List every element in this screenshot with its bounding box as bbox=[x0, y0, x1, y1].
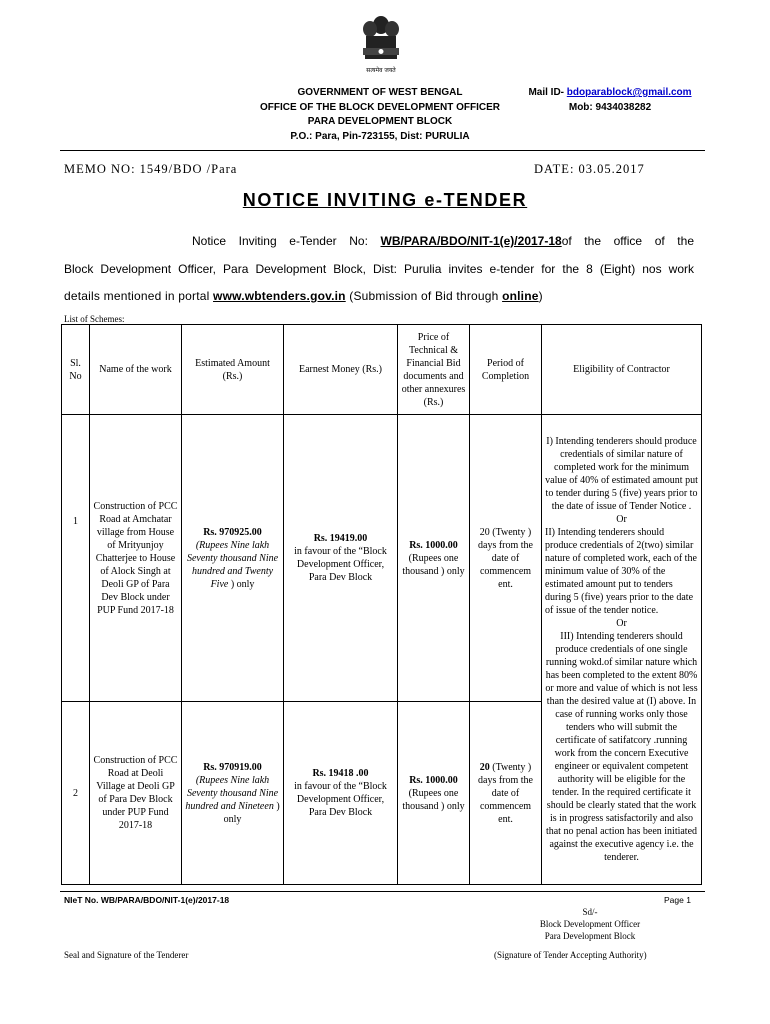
intro-line-1: Notice Inviting e-Tender No: WB/PARA/BDO/NIT-1(e)/2017-18of the office of the bbox=[192, 234, 694, 248]
cell-period: 20 (Twenty ) days from the date of commencem ent. bbox=[470, 415, 542, 702]
page-title: NOTICE INVITING e-TENDER bbox=[242, 190, 528, 210]
col-header-period: Period of Completion bbox=[470, 325, 542, 415]
cell-earnest: Rs. 19419.00 in favour of the “Block Development Officer, Para Dev Block bbox=[284, 415, 398, 702]
page-number: Page 1 bbox=[664, 895, 691, 905]
header-line-2: OFFICE OF THE BLOCK DEVELOPMENT OFFICER bbox=[260, 101, 500, 113]
cell-period: 20 (Twenty ) days from the date of commencem ent. bbox=[470, 702, 542, 885]
portal-link[interactable]: www.wbtenders.gov.in bbox=[213, 289, 346, 303]
emblem-motto: सत्यमेव जयते bbox=[366, 67, 396, 74]
intro-line-3: details mentioned in portal www.wbtenders.gov.in (Submission of Bid through online) bbox=[64, 289, 543, 303]
sign-line-2: Block Development Officer bbox=[539, 919, 641, 929]
cell-sl: 2 bbox=[62, 702, 90, 885]
col-header-earnest: Earnest Money (Rs.) bbox=[284, 325, 398, 415]
table-header-row bbox=[62, 325, 702, 415]
mobile-number: Mob: 9434038282 bbox=[568, 101, 652, 113]
header-line-1: GOVERNMENT OF WEST BENGAL bbox=[297, 87, 463, 98]
col-header-eligibility: Eligibility of Contractor bbox=[542, 325, 702, 415]
header-line-4: P.O.: Para, Pin-723155, Dist: PURULIA bbox=[290, 130, 470, 142]
cell-estimate: Rs. 970919.00 (Rupees Nine lakh Seventy thousand Nine hundred and Nineteen ) only bbox=[182, 702, 284, 885]
eligibility-clause-3: III) Intending tenderers should produce credentials of one single running wokd.of similar nature which has been completed to the extent 80% or more and value of which is not less than the desired value at (I) above. In case of running works only those tenders who will submit the certificate of satifatcory .running work from the concern Executive engineer or equivalent competent authority will be eligible for the tender. In the required certificate it should be clearly stated that the work is in progress satisfactorily and also that no penal action has been initiated against the executive agency i.e. the tenderer. bbox=[545, 631, 698, 863]
memo-date: DATE: 03.05.2017 bbox=[534, 162, 645, 176]
eligibility-clause-1: I) Intending tenderers should produce credentials of similar nature of completed work for the minimum value of 40% of estimated amount put to tender during 5 (five) years prior to the date of issue of Tender Notice . bbox=[545, 436, 698, 512]
footer-divider bbox=[60, 891, 705, 892]
header-divider bbox=[60, 150, 705, 151]
cell-price: Rs. 1000.00 (Rupees one thousand ) only bbox=[398, 702, 470, 885]
eligibility-or-1: Or bbox=[616, 514, 627, 525]
contact-block bbox=[510, 86, 710, 115]
cell-estimate: Rs. 970925.00 (Rupees Nine lakh Seventy thousand Nine hundred and Twenty Five ) only bbox=[182, 415, 284, 702]
cell-name: Construction of PCC Road at Amchatar village from House of Mrityunjoy Chatterjee to House of Alock Singh at Deoli GP of Para Dev Block under PUP Fund 2017-18 bbox=[90, 415, 182, 702]
cell-price: Rs. 1000.00 (Rupees one thousand ) only bbox=[398, 415, 470, 702]
schemes-table bbox=[61, 324, 702, 885]
cell-name: Construction of PCC Road at Deoli Village at Deoli GP of Para Dev Block under PUP Fund 2017-18 bbox=[90, 702, 182, 885]
online-text: online bbox=[502, 289, 539, 303]
footer-nit-id: NIeT No. WB/PARA/BDO/NIT-1(e)/2017-18 bbox=[64, 895, 230, 905]
authority-signature-label: (Signature of Tender Accepting Authority) bbox=[494, 950, 647, 960]
cell-eligibility bbox=[542, 415, 702, 885]
table-row bbox=[62, 415, 702, 702]
state-emblem bbox=[357, 12, 405, 82]
sign-line-3: Para Development Block bbox=[544, 931, 636, 941]
col-header-sl: Sl. No bbox=[62, 325, 90, 415]
intro-line-2: Block Development Officer, Para Development Block, Dist: Purulia invites e-tender for the 8 (Eight) nos work bbox=[64, 262, 694, 276]
col-header-estimate: Estimated Amount (Rs.) bbox=[182, 325, 284, 415]
tenderer-seal-label: Seal and Signature of the Tenderer bbox=[64, 950, 189, 960]
office-header bbox=[230, 86, 530, 144]
memo-number: MEMO NO: 1549/BDO /Para bbox=[64, 162, 238, 176]
mail-link[interactable]: bdoparablock@gmail.com bbox=[566, 87, 692, 98]
tender-number: WB/PARA/BDO/NIT-1(e)/2017-18 bbox=[380, 234, 562, 248]
cell-earnest: Rs. 19418 .00 in favour of the “Block Development Officer, Para Dev Block bbox=[284, 702, 398, 885]
cell-sl: 1 bbox=[62, 415, 90, 702]
mail-id: Mail ID- bdoparablock@gmail.com bbox=[528, 87, 692, 98]
signature-block bbox=[500, 906, 680, 942]
col-header-name: Name of the work bbox=[90, 325, 182, 415]
list-label: List of Schemes: bbox=[64, 314, 125, 324]
col-header-price: Price of Technical & Financial Bid documents and other annexures (Rs.) bbox=[398, 325, 470, 415]
eligibility-clause-2: II) Intending tenderers should produce credentials of 2(two) similar nature of completed work, each of the minimum value of 30% of the estimated amount put to tenders during 5 (five) years prior to the date of issue of the tender notice. bbox=[545, 527, 697, 616]
eligibility-or-2: Or bbox=[616, 618, 627, 629]
sign-line-1: Sd/- bbox=[582, 907, 598, 917]
header-line-3: PARA DEVELOPMENT BLOCK bbox=[307, 116, 453, 127]
